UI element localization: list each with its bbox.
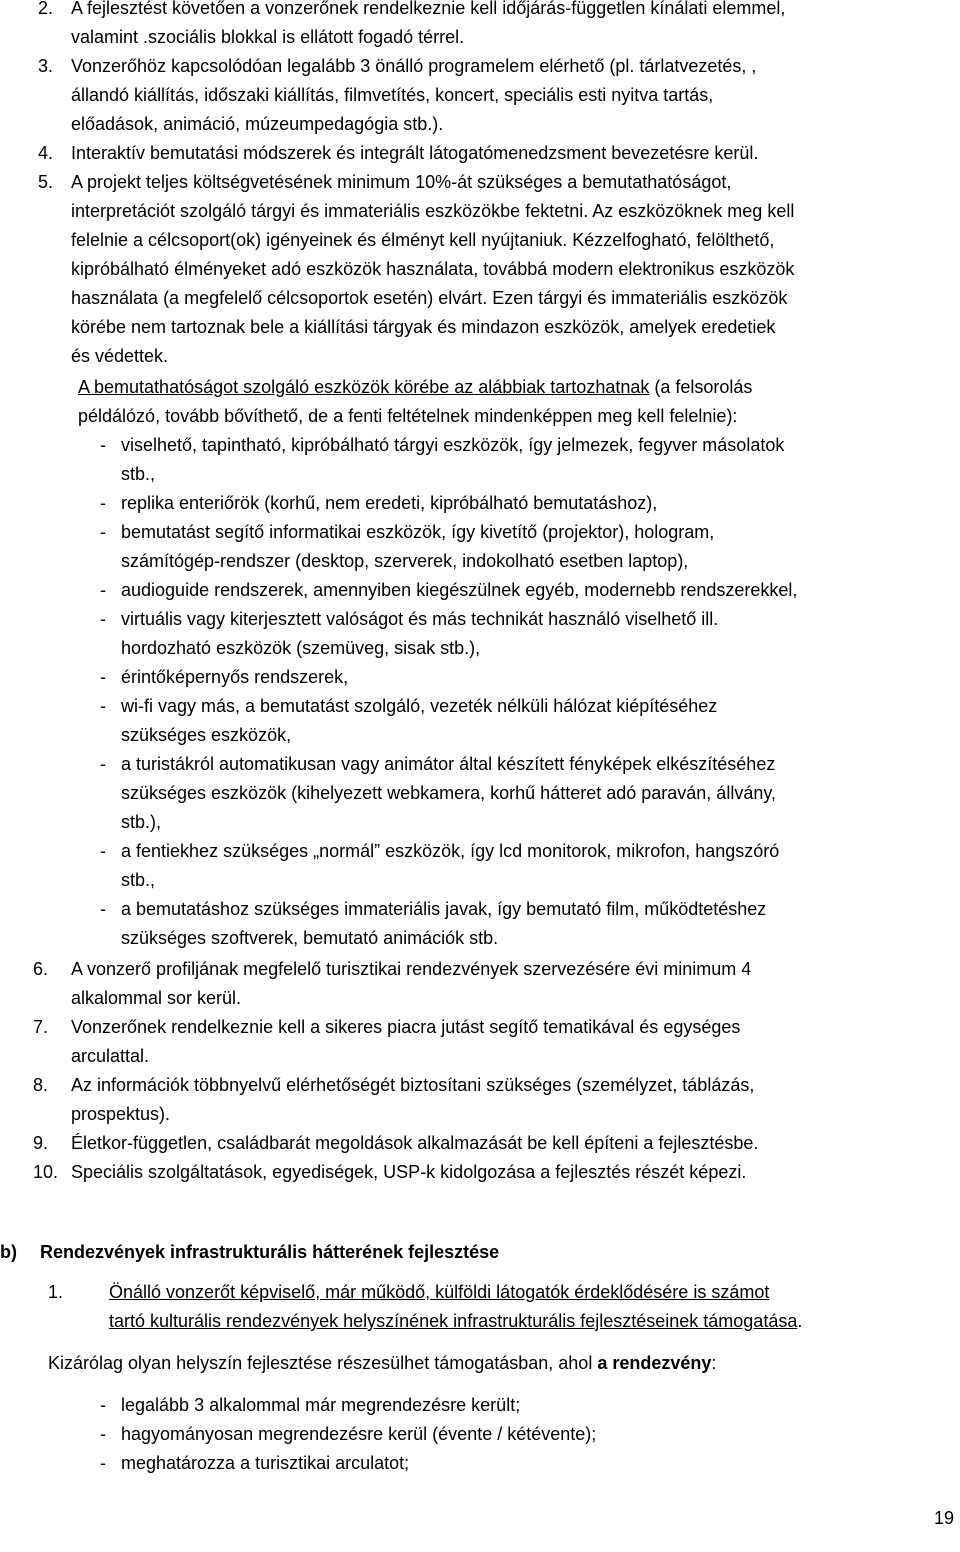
item-number: 9. <box>33 1133 49 1153</box>
dash-item-1-line-2: stb., <box>121 464 156 484</box>
item-5-paragraph-2-line-2: példálózó, tovább bővíthető, de a fenti feltételnek mindenképpen meg kell felelnie): <box>78 406 738 426</box>
section-item-1-period: . <box>797 1311 803 1331</box>
item-3-line-3: előadások, animáció, múzeumpedagógia stb.). <box>71 114 444 134</box>
condition-3: meghatározza a turisztikai arculatot; <box>121 1453 410 1473</box>
dash-item-8-line-3: stb.), <box>121 812 162 832</box>
dash-item-1-line-1: viselhető, tapintható, kipróbálható tárgyi eszközök, így jelmezek, fegyver másolatok <box>121 435 785 455</box>
dash-item-8-line-2: szükséges eszközök (kihelyezett webkamera, korhű hátteret adó paraván, állvány, <box>121 783 777 803</box>
dash-item-6-line-1: érintőképernyős rendszerek, <box>121 667 349 687</box>
section-item-1-line-2 <box>109 1309 802 1333</box>
item-3-line-1: Vonzerőhöz kapcsolódóan legalább 3 önálló programelem elérhető (pl. tárlatvezetés, , <box>71 56 757 76</box>
condition-2: hagyományosan megrendezésre kerül (évente / kétévente); <box>121 1424 597 1444</box>
section-title: Rendezvények infrastrukturális hátterének fejlesztése <box>40 1242 500 1262</box>
item-3-line-2: állandó kiállítás, időszaki kiállítás, filmvetítés, koncert, speciális esti nyitva tartás, <box>71 85 714 105</box>
dash-item-5-line-1: virtuális vagy kiterjesztett valóságot és más technikát használó viselhető ill. <box>121 609 719 629</box>
dash-bullet: - <box>100 696 106 716</box>
section-intro-colon: : <box>711 1353 717 1373</box>
dash-bullet: - <box>100 609 106 629</box>
item-5-line-2: interpretációt szolgáló tárgyi és immateriális eszközökbe fektetni. Az eszközöknek meg kell <box>71 201 795 221</box>
item-number: 8. <box>33 1075 49 1095</box>
condition-1: legalább 3 alkalommal már megrendezésre került; <box>121 1395 521 1415</box>
dash-bullet: - <box>100 899 106 919</box>
dash-item-8-line-1: a turistákról automatikusan vagy animátor által készített fényképek elkészítéséhez <box>121 754 776 774</box>
item-7-line-2: arculattal. <box>71 1046 150 1066</box>
section-item-1-underlined: tartó kulturális rendezvények helyszínének infrastrukturális fejlesztéseinek támogatása <box>109 1311 798 1331</box>
item-number: 2. <box>38 0 54 18</box>
dash-item-9-line-1: a fentiekhez szükséges „normál” eszközök, így lcd monitorok, mikrofon, hangszóró <box>121 841 780 861</box>
item-5-line-5: használata (a megfelelő célcsoportok esetén) elvárt. Ezen tárgyi és immateriális eszközök <box>71 288 788 308</box>
item-6-line-2: alkalommal sor kerül. <box>71 988 242 1008</box>
item-8-line-1: Az információk többnyelvű elérhetőségét biztosítani szükséges (személyzet, táblázás, <box>71 1075 755 1095</box>
dash-bullet: - <box>100 667 106 687</box>
item-number: 10. <box>33 1162 59 1182</box>
item-5-line-6: körébe nem tartoznak bele a kiállítási tárgyak és mindazon eszközök, amelyek eredetiek <box>71 317 776 337</box>
item-8-line-2: prospektus). <box>71 1104 171 1124</box>
section-item-1-line-1: Önálló vonzerőt képviselő, már működő, külföldi látogatók érdeklődésére is számot <box>109 1282 770 1302</box>
section-label: b) <box>0 1242 17 1262</box>
item-number: 5. <box>38 172 54 192</box>
dash-item-5-line-2: hordozható eszközök (szemüveg, sisak stb.), <box>121 638 481 658</box>
dash-bullet: - <box>100 522 106 542</box>
dash-item-4-line-1: audioguide rendszerek, amennyiben kiegészülnek egyéb, modernebb rendszerekkel, <box>121 580 798 600</box>
item-2-line-1: A fejlesztést követően a vonzerőnek rendelkeznie kell időjárás-független kínálati elemmel, <box>71 0 786 18</box>
dash-item-9-line-2: stb., <box>121 870 156 890</box>
item-10-line-1: Speciális szolgáltatások, egyediségek, USP-k kidolgozása a fejlesztés részét képezi. <box>71 1162 747 1182</box>
section-intro-bold: a rendezvény <box>597 1353 712 1373</box>
item-9-line-1: Életkor-független, családbarát megoldások alkalmazását be kell építeni a fejlesztésbe. <box>71 1133 759 1153</box>
item-2-line-2: valamint .szociális blokkal is ellátott fogadó térrel. <box>71 27 465 47</box>
item-5-paragraph-2-line-1 <box>78 375 752 399</box>
paragraph-text: (a felsorolás <box>649 377 753 397</box>
section-item-number: 1. <box>48 1282 64 1302</box>
item-5-line-1: A projekt teljes költségvetésének minimum 10%-át szükséges a bemutathatóságot, <box>71 172 732 192</box>
dash-bullet: - <box>100 1453 106 1473</box>
item-5-line-7: és védettek. <box>71 346 169 366</box>
dash-bullet: - <box>100 754 106 774</box>
dash-item-7-line-1: wi-fi vagy más, a bemutatást szolgáló, vezeték nélküli hálózat kiépítéséhez <box>121 696 718 716</box>
dash-item-3-line-2: számítógép-rendszer (desktop, szerverek, indokolható esetben laptop), <box>121 551 689 571</box>
item-number: 7. <box>33 1017 49 1037</box>
item-7-line-1: Vonzerőnek rendelkeznie kell a sikeres piacra jutást segítő tematikával és egységes <box>71 1017 741 1037</box>
dash-item-3-line-1: bemutatást segítő informatikai eszközök, így kivetítő (projektor), hologram, <box>121 522 715 542</box>
section-intro-text: Kizárólag olyan helyszín fejlesztése részesülhet támogatásban, ahol <box>48 1353 598 1373</box>
dash-bullet: - <box>100 1424 106 1444</box>
item-number: 4. <box>38 143 54 163</box>
dash-item-10-line-2: szükséges szoftverek, bemutató animációk stb. <box>121 928 499 948</box>
section-intro <box>48 1351 716 1375</box>
dash-bullet: - <box>100 580 106 600</box>
dash-item-2-line-1: replika enteriőrök (korhű, nem eredeti, kipróbálható bemutatáshoz), <box>121 493 658 513</box>
dash-bullet: - <box>100 435 106 455</box>
dash-bullet: - <box>100 1395 106 1415</box>
item-5-line-4: kipróbálható élményeket adó eszközök használata, továbbá modern elektronikus eszközök <box>71 259 795 279</box>
item-number: 3. <box>38 56 54 76</box>
item-5-line-3: felelnie a célcsoport(ok) igényeinek és élményt kell nyújtaniuk. Kézzelfogható, felölthető, <box>71 230 775 250</box>
item-4-line-1: Interaktív bemutatási módszerek és integrált látogatómenedzsment bevezetésre kerül. <box>71 143 759 163</box>
dash-bullet: - <box>100 493 106 513</box>
page-number: 19 <box>933 1508 954 1528</box>
item-number: 6. <box>33 959 49 979</box>
dash-item-7-line-2: szükséges eszközök, <box>121 725 292 745</box>
item-6-line-1: A vonzerő profiljának megfelelő turisztikai rendezvények szervezésére évi minimum 4 <box>71 959 752 979</box>
dash-item-10-line-1: a bemutatáshoz szükséges immateriális javak, így bemutató film, működtetéshez <box>121 899 767 919</box>
dash-bullet: - <box>100 841 106 861</box>
underlined-phrase: A bemutathatóságot szolgáló eszközök körébe az alábbiak tartozhatnak <box>78 377 650 397</box>
